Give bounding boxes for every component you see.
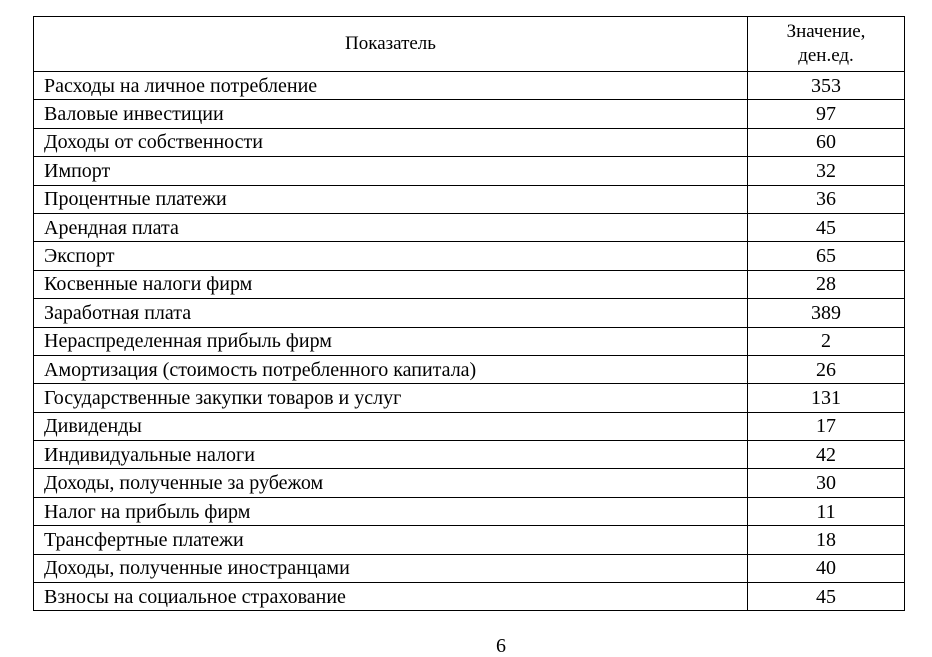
indicator-value-cell: 42: [748, 441, 905, 469]
indicator-name-cell: Трансфертные платежи: [34, 526, 748, 554]
indicator-name-cell: Валовые инвестиции: [34, 100, 748, 128]
indicator-name-cell: Взносы на социальное страхование: [34, 583, 748, 611]
indicator-value-cell: 65: [748, 242, 905, 270]
value-column-header: [748, 17, 905, 72]
indicator-name-cell: Доходы, полученные иностранцами: [34, 554, 748, 582]
indicator-value-cell: 18: [748, 526, 905, 554]
indicators-table: [33, 16, 905, 611]
table-row: [34, 384, 905, 412]
table-row: [34, 185, 905, 213]
table-row: [34, 299, 905, 327]
indicator-name-cell: Расходы на личное потребление: [34, 72, 748, 100]
table-row: [34, 441, 905, 469]
indicator-name-cell: Косвенные налоги фирм: [34, 270, 748, 298]
indicator-name-cell: Государственные закупки товаров и услуг: [34, 384, 748, 412]
indicator-value-cell: 60: [748, 128, 905, 156]
indicator-name-cell: Амортизация (стоимость потребленного капитала): [34, 355, 748, 383]
table-row: [34, 128, 905, 156]
indicator-name-cell: Импорт: [34, 157, 748, 185]
indicator-value-cell: 32: [748, 157, 905, 185]
indicator-name-cell: Заработная плата: [34, 299, 748, 327]
indicator-name-cell: Дивиденды: [34, 412, 748, 440]
indicator-value-cell: 40: [748, 554, 905, 582]
indicator-name-cell: Нераспределенная прибыль фирм: [34, 327, 748, 355]
indicator-value-cell: 30: [748, 469, 905, 497]
table-row: [34, 242, 905, 270]
indicator-value-cell: 45: [748, 583, 905, 611]
indicator-value-cell: 17: [748, 412, 905, 440]
indicator-value-cell: 2: [748, 327, 905, 355]
indicator-value-cell: 353: [748, 72, 905, 100]
indicator-name-cell: Арендная плата: [34, 213, 748, 241]
indicator-name-cell: Индивидуальные налоги: [34, 441, 748, 469]
indicator-name-cell: Процентные платежи: [34, 185, 748, 213]
table-row: [34, 469, 905, 497]
table-row: [34, 213, 905, 241]
value-header-line-2: ден.ед.: [798, 45, 854, 66]
table-body: [34, 72, 905, 611]
table-row: [34, 355, 905, 383]
indicator-name-cell: Доходы, полученные за рубежом: [34, 469, 748, 497]
table-row: [34, 497, 905, 525]
indicator-value-cell: 36: [748, 185, 905, 213]
table-row: [34, 412, 905, 440]
value-header-line-1: Значение,: [786, 21, 866, 42]
page-number-fragment: 6: [496, 635, 506, 657]
table-row: [34, 327, 905, 355]
table-row: [34, 583, 905, 611]
table-row: [34, 72, 905, 100]
indicator-column-header: Показатель: [34, 17, 748, 72]
indicator-value-cell: 28: [748, 270, 905, 298]
indicator-value-cell: 26: [748, 355, 905, 383]
table-row: [34, 554, 905, 582]
indicator-name-cell: Экспорт: [34, 242, 748, 270]
indicator-value-cell: 131: [748, 384, 905, 412]
table-row: [34, 100, 905, 128]
table-row: [34, 157, 905, 185]
table-row: [34, 526, 905, 554]
indicator-name-cell: Налог на прибыль фирм: [34, 497, 748, 525]
indicator-value-cell: 45: [748, 213, 905, 241]
table-row: [34, 270, 905, 298]
indicator-value-cell: 389: [748, 299, 905, 327]
table-header-row: [34, 17, 905, 72]
indicator-value-cell: 11: [748, 497, 905, 525]
indicator-value-cell: 97: [748, 100, 905, 128]
indicator-name-cell: Доходы от собственности: [34, 128, 748, 156]
